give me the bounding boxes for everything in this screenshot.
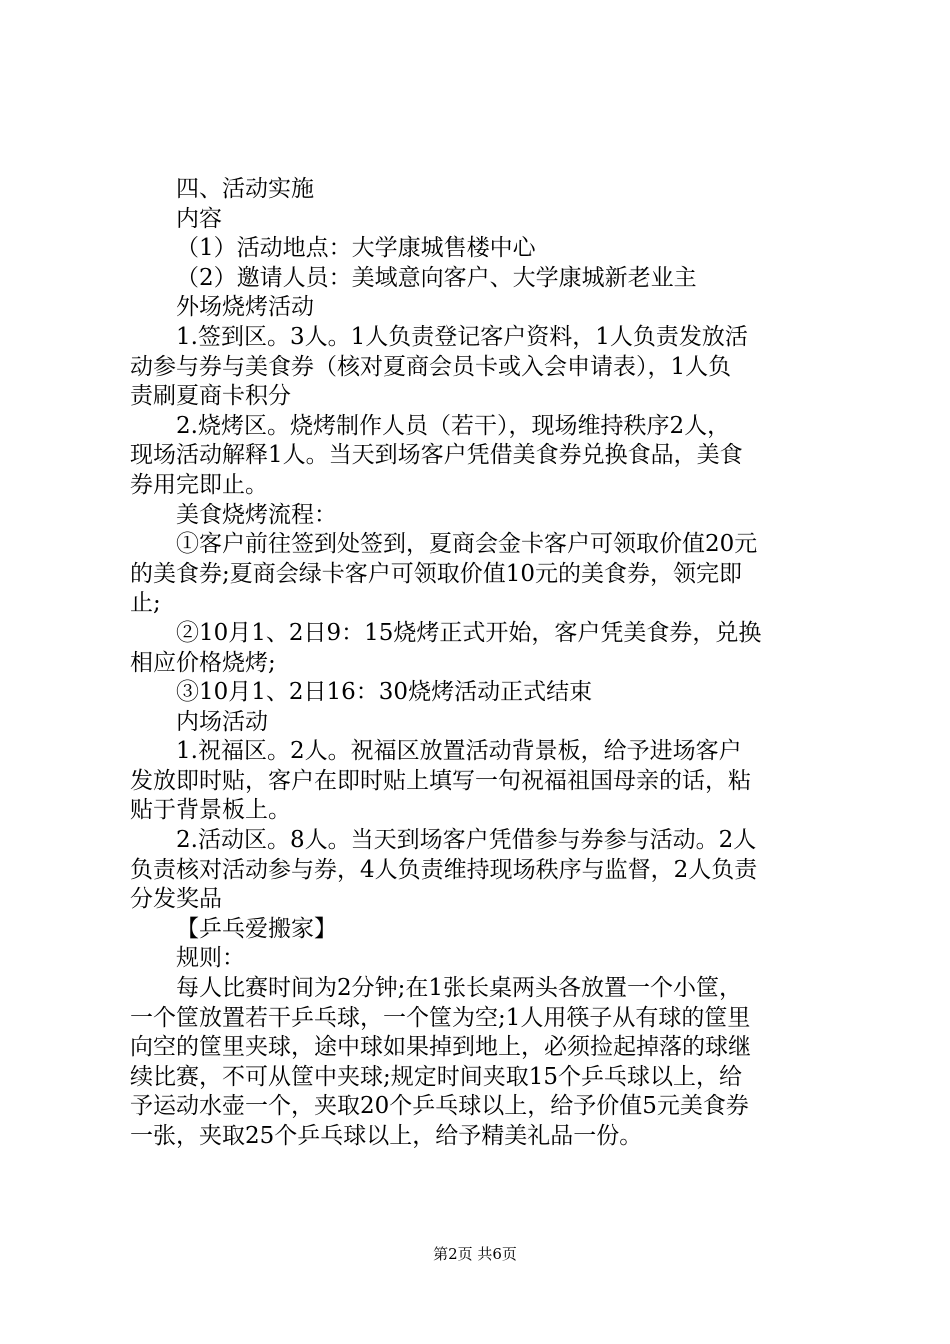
text-line: 1.祝福区。2人。祝福区放置活动背景板，给予进场客户 (176, 738, 742, 765)
text-line: 2.活动区。8人。当天到场客户凭借参与券参与活动。2人 (176, 827, 757, 854)
text-line: 现场活动解释1人。当天到场客户凭借美食券兑换食品，美食 (130, 442, 743, 469)
text-line: 2.烧烤区。烧烤制作人员（若干），现场维持秩序2人， (176, 412, 731, 439)
text-line: 责刷夏商卡积分 (130, 383, 291, 410)
text-line: ②10月1、2日9：15烧烤正式开始，客户凭美食券，兑换 (176, 619, 762, 646)
page-footer: 第2页 共6页 (433, 1245, 517, 1263)
text-line: 四、活动实施 (176, 176, 314, 202)
text-line: 负责核对活动参与券，4人负责维持现场秩序与监督，2人负责 (130, 856, 758, 883)
text-line: 规则： (176, 945, 245, 972)
text-line: 相应价格烧烤; (130, 649, 276, 676)
text-line: 分发奖品 (130, 886, 222, 913)
text-line: 止; (130, 590, 161, 617)
text-line: 一张，夹取25个乒乓球以上，给予精美礼品一份。 (130, 1123, 643, 1149)
text-line: 【乒乓爱搬家】 (176, 915, 337, 942)
text-line: 券用完即止。 (130, 471, 268, 498)
text-line: 每人比赛时间为2分钟;在1张长桌两头各放置一个小筐， (176, 975, 743, 1002)
text-line: 内场活动 (176, 708, 268, 735)
text-line: 一个筐放置若干乒乓球，一个筐为空;1人用筷子从有球的筐里 (130, 1004, 751, 1031)
text-line: 内容 (176, 205, 222, 232)
text-line: 动参与券与美食券（核对夏商会员卡或入会申请表），1人负 (130, 353, 732, 380)
text-line: 发放即时贴，客户在即时贴上填写一句祝福祖国母亲的话，粘 (130, 767, 751, 794)
text-line: （2）邀请人员：美域意向客户、大学康城新老业主 (176, 264, 697, 291)
text-line: 外场烧烤活动 (176, 294, 314, 321)
text-line: 向空的筐里夹球，途中球如果掉到地上，必须捡起掉落的球继 (130, 1034, 751, 1061)
text-line: 1.签到区。3人。1人负责登记客户资料，1人负责发放活 (176, 323, 748, 350)
text-line: 美食烧烤流程： (176, 501, 337, 528)
text-line: 的美食券;夏商会绿卡客户可领取价值10元的美食券，领完即 (130, 560, 743, 587)
text-line: ③10月1、2日16：30烧烤活动正式结束 (176, 679, 593, 706)
text-line: ①客户前往签到处签到，夏商会金卡客户可领取价值20元 (176, 531, 758, 558)
text-line: 续比赛，不可从筐中夹球;规定时间夹取15个乒乓球以上，给 (130, 1063, 743, 1090)
text-line: 予运动水壶一个，夹取20个乒乓球以上，给予价值5元美食券 (130, 1093, 749, 1120)
text-line: 贴于背景板上。 (130, 797, 291, 824)
document-body (130, 175, 830, 1152)
text-line: （1）活动地点：大学康城售楼中心 (176, 235, 536, 262)
